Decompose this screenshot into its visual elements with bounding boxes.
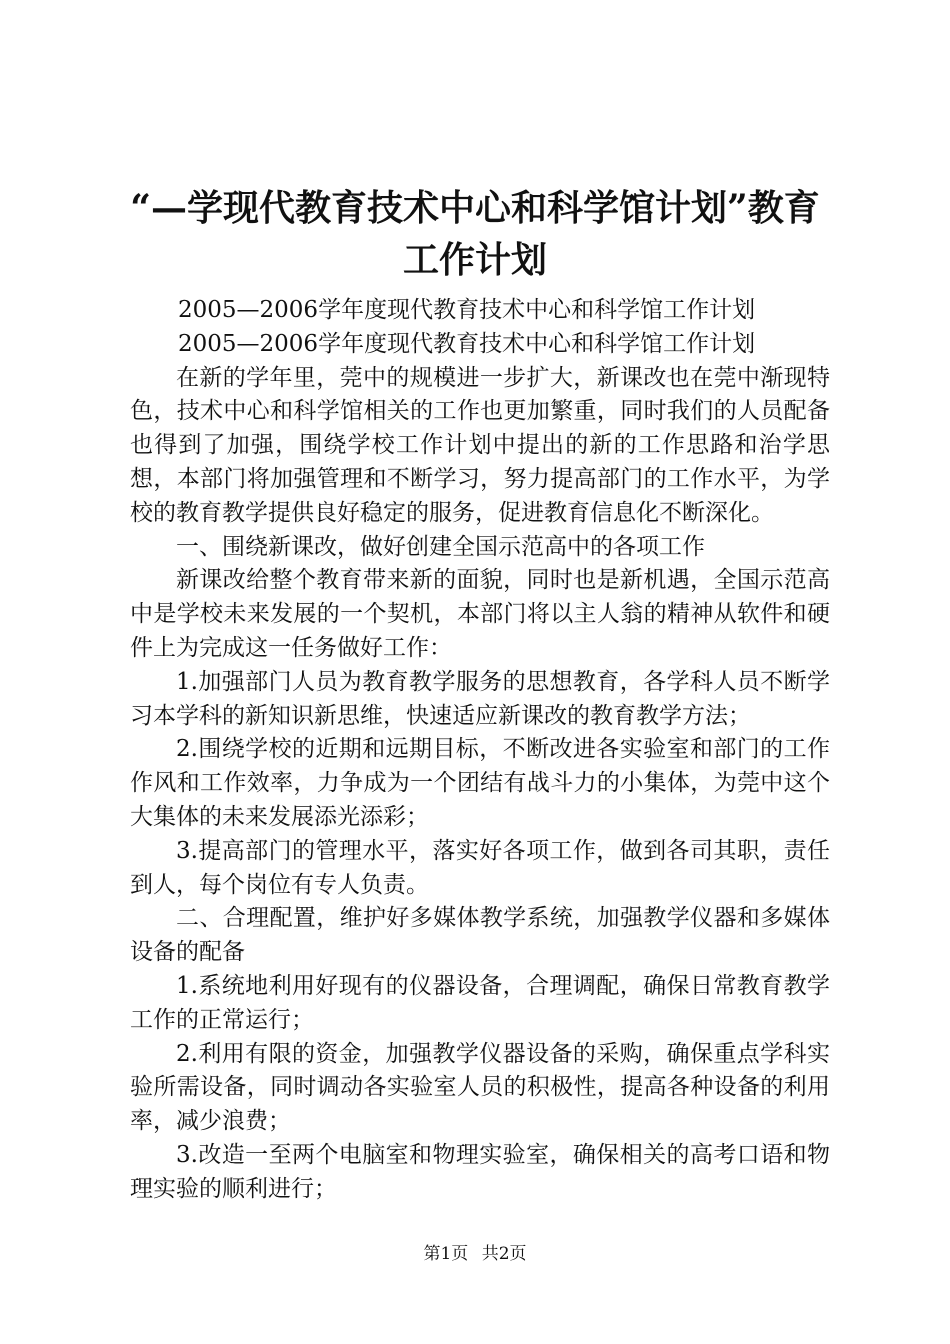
list-item: 3.改造一至两个电脑室和物理实验室，确保相关的高考口语和物理实验的顺利进行； bbox=[130, 1141, 830, 1202]
list-item: 1.加强部门人员为教育教学服务的思想教育，各学科人员不断学习本学科的新知识新思维，快速适应新课改的教育教学方法； bbox=[130, 668, 830, 729]
list-item: 3.提高部门的管理水平，落实好各项工作，做到各司其职，责任到人，每个岗位有专人负责。 bbox=[130, 837, 830, 898]
page-footer bbox=[0, 1243, 950, 1265]
list-item: 1.系统地利用好现有的仪器设备，合理调配，确保日常教育教学工作的正常运行； bbox=[130, 972, 830, 1033]
document-title-line-1: “—学现代教育技术中心和科学馆计划”教育 bbox=[130, 187, 820, 229]
section-heading: 一、围绕新课改，做好创建全国示范高中的各项工作 bbox=[176, 533, 705, 560]
list-item: 2.利用有限的资金，加强教学仪器设备的采购，确保重点学科实验所需设备，同时调动各实验室人员的积极性，提高各种设备的利用率，减少浪费； bbox=[130, 1040, 830, 1135]
page-total: 共2页 bbox=[481, 1244, 527, 1264]
body-paragraph: 新课改给整个教育带来新的面貌，同时也是新机遇，全国示范高中是学校未来发展的一个契机，本部门将以主人翁的精神从软件和硬件上为完成这一任务做好工作： bbox=[130, 567, 830, 661]
page-number: 第1页 bbox=[423, 1244, 469, 1264]
document-subtitle: 2005—2006学年度现代教育技术中心和科学馆工作计划 bbox=[178, 297, 756, 323]
document-subtitle: 2005—2006学年度现代教育技术中心和科学馆工作计划 bbox=[178, 330, 756, 357]
list-item: 2.围绕学校的近期和远期目标，不断改进各实验室和部门的工作作风和工作效率，力争成为一个团结有战斗力的小集体，为莞中这个大集体的未来发展添光添彩； bbox=[130, 736, 830, 830]
document-title-line-2: 工作计划 bbox=[402, 239, 547, 281]
section-heading: 二、合理配置，维护好多媒体教学系统，加强教学仪器和多媒体设备的配备 bbox=[130, 905, 830, 966]
body-paragraph: 在新的学年里，莞中的规模进一步扩大，新课改也在莞中渐现特色，技术中心和科学馆相关的工作也更加繁重，同时我们的人员配备也得到了加强，围绕学校工作计划中提出的新的工作思路和治学思想，本部门将加强管理和不断学习，努力提高部门的工作水平，为学校的教育教学提供良好稳定的服务，促进教育信息化不断深化。 bbox=[130, 364, 830, 526]
document-body bbox=[130, 294, 830, 1207]
